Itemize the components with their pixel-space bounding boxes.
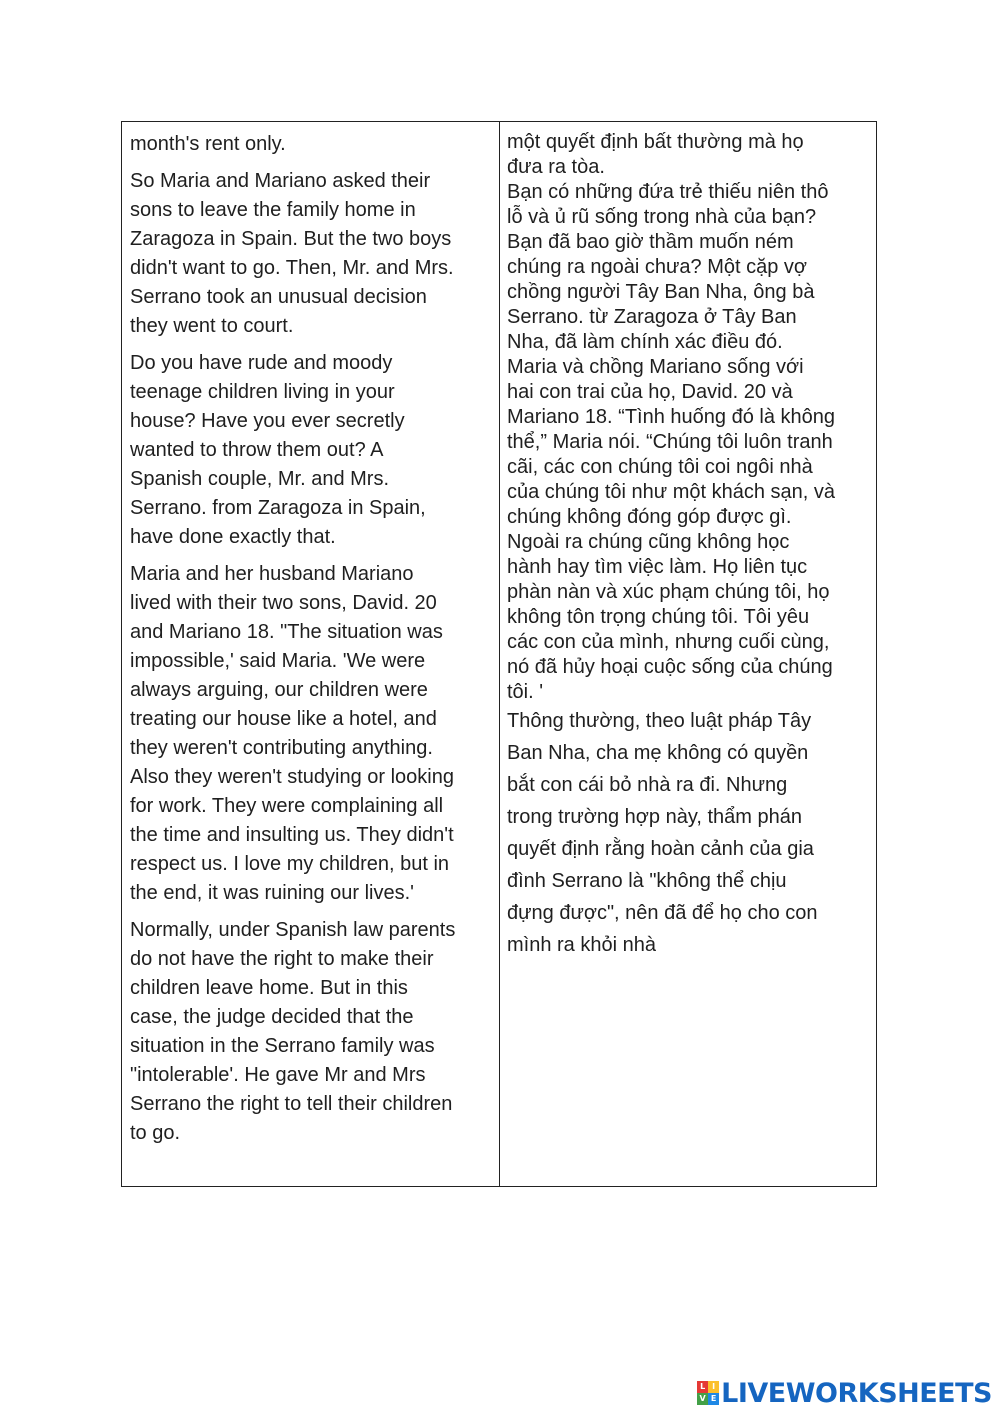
bilingual-text-table <box>121 121 877 1187</box>
english-paragraph: month's rent only. <box>130 133 286 155</box>
logo-letter: I <box>708 1381 719 1393</box>
english-paragraph: Normally, under Spanish law parents do not have the right to make their children leave home. But in this case, the judge decided that the situation in the Serrano family was "intolerable'. He gave Mr and Mrs Serrano the right to tell their children to go. <box>130 919 456 1144</box>
vietnamese-translation-block: một quyết định bất thường mà họ đưa ra tòa. Bạn có những đứa trẻ thiếu niên thô lỗ và ủ rũ sống trong nhà của bạn? Bạn đã bao giờ thầm muốn ném chúng ra ngoài chưa? Một cặp vợ chồng người Tây Ban Nha, ông bà Serrano. từ Zaragoza ở Tây Ban Nha, đã làm chính xác điều đó. Maria và chồng Mariano sống với hai con trai của họ, David. 20 và Mariano 18. “Tình huống đó là không thể,” Maria nói. “Chúng tôi luôn tranh cãi, các con chúng tôi coi ngôi nhà của chúng tôi như một khách sạn, và chúng không đóng góp được gì. Ngoài ra chúng cũng không học hành hay tìm việc làm. Họ liên tục phàn nàn và xúc phạm chúng tôi, họ không tôn trọng chúng tôi. Tôi yêu các con của mình, nhưng cuối cùng, nó đã hủy hoại cuộc sống của chúng tôi. ' <box>507 131 836 703</box>
english-paragraph: So Maria and Mariano asked their sons to leave the family home in Zaragoza in Spain. But the two boys didn't want to go. Then, Mr. and Mrs. Serrano took an unusual decision they went to court. <box>130 170 454 337</box>
vietnamese-column <box>500 122 876 1186</box>
vietnamese-last-paragraph: Thông thường, theo luật pháp Tây Ban Nha, cha mẹ không có quyền bắt con cái bỏ nhà ra đi. Nhưng trong trường hợp này, thẩm phán quyết định rằng hoàn cảnh của gia đình Serrano là "không thể chịu đựng được", nên đã để họ cho con mình ra khỏi nhà <box>507 710 818 956</box>
logo-letter: V <box>697 1393 708 1405</box>
liveworksheets-wordmark: LIVEWORKSHEETS <box>721 1377 992 1409</box>
logo-letter: L <box>697 1381 708 1393</box>
english-paragraph: Do you have rude and moody teenage children living in your house? Have you ever secretly wanted to throw them out? A Spanish couple, Mr. and Mrs. Serrano. from Zaragoza in Spain, have done exactly that. <box>130 352 426 548</box>
english-paragraph: Maria and her husband Mariano lived with their two sons, David. 20 and Mariano 18. "The situation was impossible,' said Maria. 'We were always arguing, our children were treating our house like a hotel, and they weren't contributing anything. Also they weren't studying or looking for work. They were complaining all the time and insulting us. They didn't respect us. I love my children, but in the end, it was ruining our lives.' <box>130 563 454 904</box>
liveworksheets-logo <box>697 1377 992 1409</box>
liveworksheets-icon <box>697 1381 719 1405</box>
logo-letter: E <box>708 1393 719 1405</box>
english-column <box>122 122 500 1186</box>
